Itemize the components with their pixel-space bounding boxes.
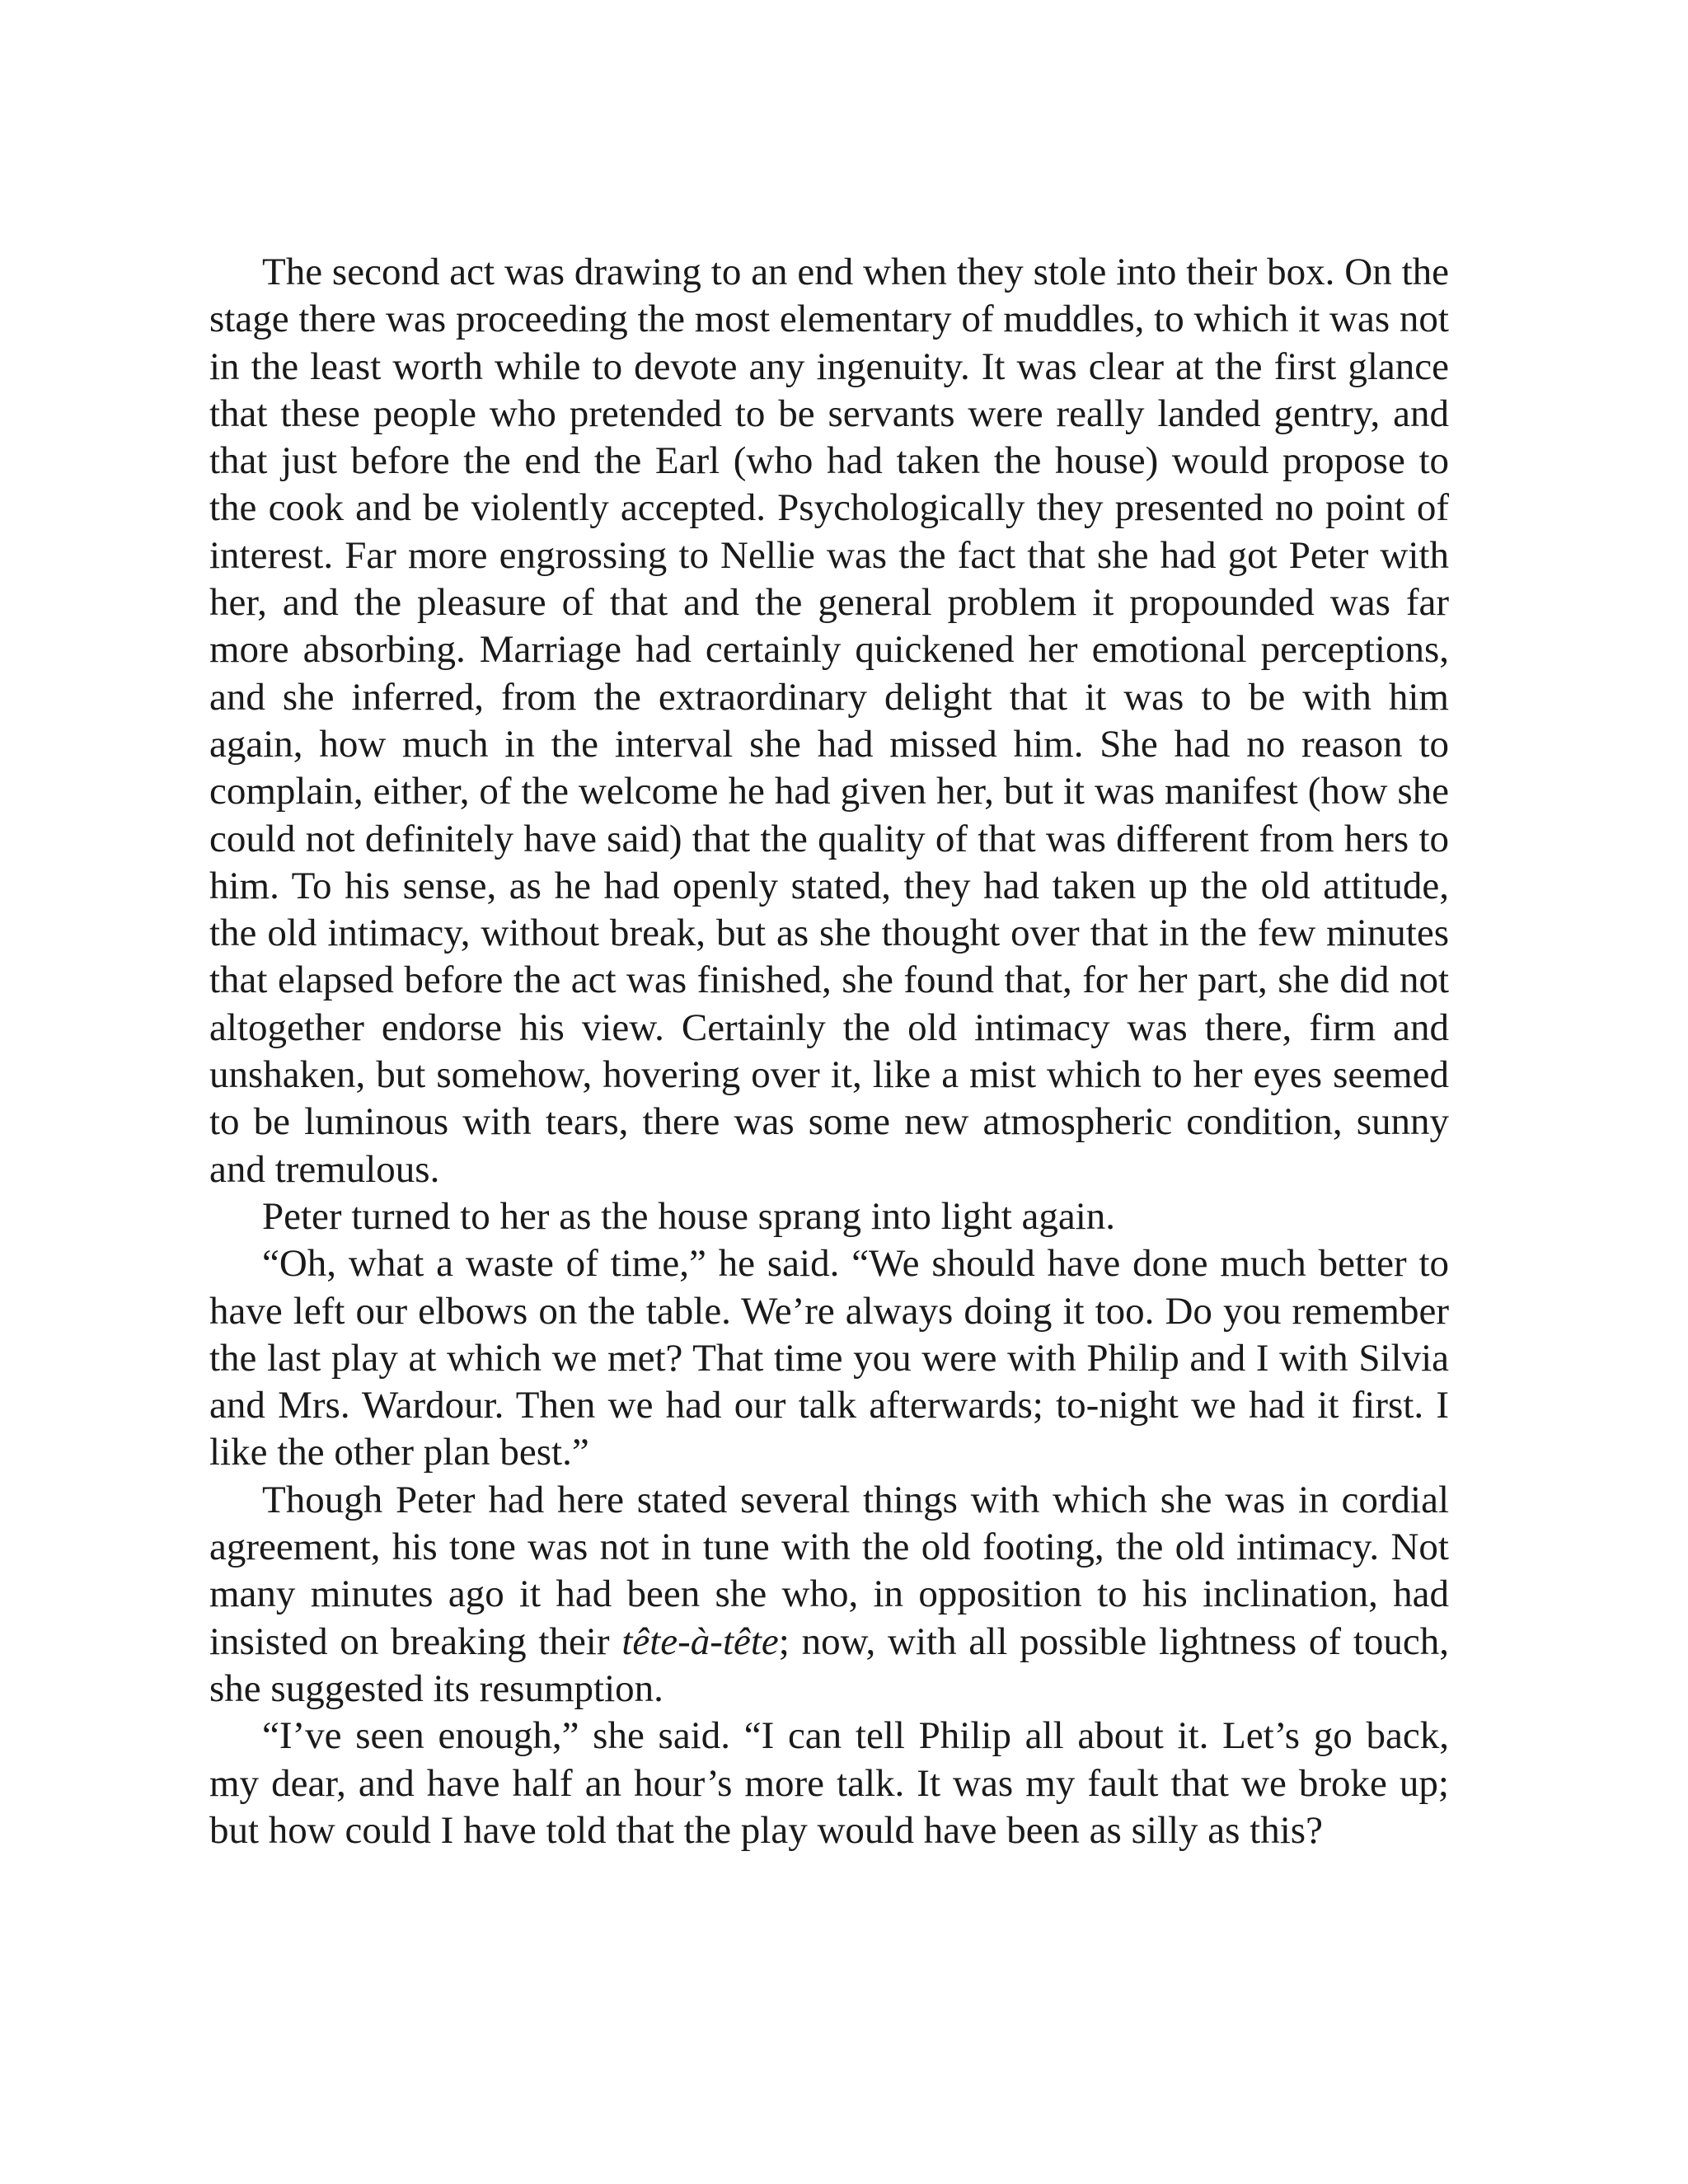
paragraph-5: “I’ve seen enough,” she said. “I can tell Philip all about it. Let’s go back, my dear, and have half an hour’s more talk. It was my fault that we broke up; but how could I have told that the play would have been as silly as this? [209,1714,1449,1852]
paragraph-3: “Oh, what a waste of time,” he said. “We should have done much better to have left our elbows on the table. We’re always doing it too. Do you remember the last play at which we met? That time you were with Philip and I with Silvia and Mrs. Wardour. Then we had our talk afterwards; to-night we had it first. I like the other plan best.” [209,1242,1449,1474]
paragraph-2: Peter turned to her as the house sprang into light again. [262,1194,1116,1238]
paragraph-4-before: Though Peter had here stated several things with which she was in cordial agreement, his tone was not in tune with the old footing, the old intimacy. Not many minutes ago it had been she who, in opposition to his inclination, had insisted on breaking their [209,1478,1449,1663]
paragraph-4-after: ; now, with all possible lightness of touch, she suggested its resumption. [209,1619,1449,1710]
paragraph-4 [209,1477,1449,1713]
paragraph-1: The second act was drawing to an end when they stole into their box. On the stage there was proceeding the most elementary of muddles, to which it was not in the least worth while to devote any ingenuity. It was clear at the first glance that these people who pretended to be servants were really landed gentry, and that just before the end the Earl (who had taken the house) would propose to the cook and be violently accepted. Psychologically they presented no point of interest. Far more engrossing to Nellie was the fact that she had got Peter with her, and the pleasure of that and the general problem it propounded was far more absorbing. Marriage had certainly quickened her emotional perceptions, and she inferred, from the extraordinary delight that it was to be with him again, how much in the interval she had missed him. She had no reason to complain, either, of the welcome he had given her, but it was manifest (how she could not definitely have said) that the quality of that was different from hers to him. To his sense, as he had openly stated, they had taken up the old attitude, the old intimacy, without break, but as she thought over that in the few minutes that elapsed before the act was finished, she found that, for her part, she did not altogether endorse his view. Certainly the old intimacy was there, firm and unshaken, but somehow, hovering over it, like a mist which to her eyes seemed to be luminous with tears, there was some new atmospheric condition, sunny and tremulous. [209,251,1449,1191]
page-body [209,249,1449,1854]
paragraph-4-italic-phrase: tête-à-tête [621,1619,779,1663]
